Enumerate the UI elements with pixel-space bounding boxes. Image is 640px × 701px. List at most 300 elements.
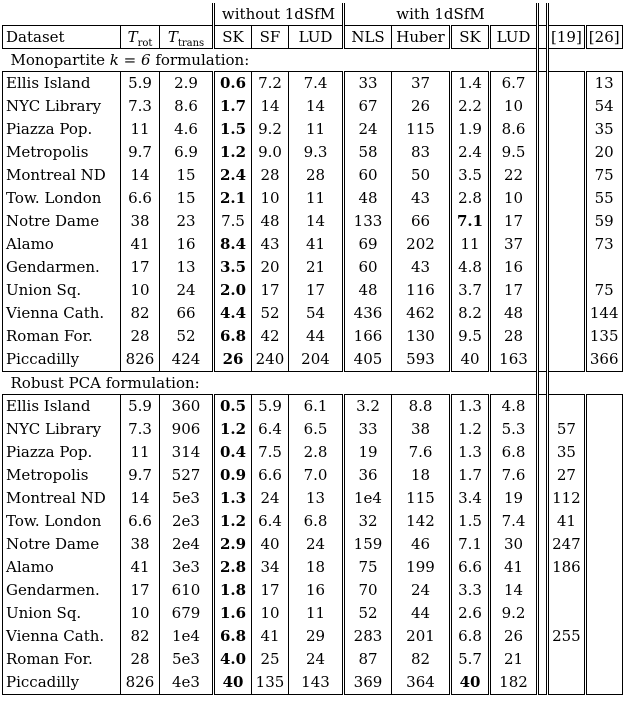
dataset-cell: Alamo	[3, 556, 121, 579]
value-cell-nls: 1e4	[344, 487, 392, 510]
value-cell-nls: 67	[344, 95, 392, 118]
dataset-cell: Union Sq.	[3, 602, 121, 625]
spacer-column	[538, 487, 548, 510]
spacer-column	[538, 625, 548, 648]
value-cell-sf: 10	[252, 602, 289, 625]
dataset-cell: Notre Dame	[3, 210, 121, 233]
value-cell-sk: 3.5	[214, 256, 252, 279]
value-cell-nls: 75	[344, 556, 392, 579]
value-cell-lud: 143	[289, 671, 344, 695]
value-cell-sk: 26	[214, 348, 252, 372]
value-cell-t-rot: 41	[121, 556, 160, 579]
value-cell-ref-19	[548, 210, 586, 233]
value-cell-sk: 1.7	[214, 95, 252, 118]
value-cell-lud-1dsfm: 37	[490, 233, 538, 256]
value-cell-huber: 50	[392, 164, 451, 187]
value-cell-lud: 54	[289, 302, 344, 325]
col-header-nls: NLS	[344, 26, 392, 49]
value-cell-t-rot: 826	[121, 348, 160, 372]
value-cell-ref-19	[548, 395, 586, 419]
value-cell-huber: 462	[392, 302, 451, 325]
value-cell-lud: 28	[289, 164, 344, 187]
value-cell-t-trans: 527	[160, 464, 214, 487]
value-cell-t-trans: 424	[160, 348, 214, 372]
value-cell-lud: 204	[289, 348, 344, 372]
value-cell-huber: 115	[392, 118, 451, 141]
table-row	[3, 418, 623, 441]
spacer-column	[538, 118, 548, 141]
value-cell-sk-1dsfm: 1.3	[451, 441, 490, 464]
value-cell-sk-1dsfm: 2.8	[451, 187, 490, 210]
value-cell-ref-26: 75	[585, 279, 622, 302]
value-cell-sk-1dsfm: 7.1	[451, 533, 490, 556]
value-cell-t-trans: 360	[160, 395, 214, 419]
value-cell-nls: 36	[344, 464, 392, 487]
section-title: Monopartite k = 6 formulation:	[10, 51, 250, 69]
dataset-cell: Metropolis	[3, 141, 121, 164]
value-cell-sf: 25	[252, 648, 289, 671]
spacer-column	[538, 279, 548, 302]
value-cell-ref-26	[585, 464, 622, 487]
dataset-cell: Piccadilly	[3, 671, 121, 695]
value-cell-lud: 24	[289, 648, 344, 671]
value-cell-sk-1dsfm: 9.5	[451, 325, 490, 348]
value-cell-t-trans: 6.9	[160, 141, 214, 164]
col-header-ref-26: [26]	[585, 26, 622, 49]
value-cell-ref-19: 112	[548, 487, 586, 510]
value-cell-sk-1dsfm: 5.7	[451, 648, 490, 671]
value-cell-ref-19: 35	[548, 441, 586, 464]
value-cell-ref-19	[548, 233, 586, 256]
value-cell-ref-19: 57	[548, 418, 586, 441]
value-cell-ref-19	[548, 648, 586, 671]
value-cell-t-trans: 66	[160, 302, 214, 325]
value-cell-t-trans: 2e3	[160, 510, 214, 533]
value-cell-lud: 16	[289, 579, 344, 602]
results-table	[2, 3, 623, 695]
spacer-column	[538, 464, 548, 487]
table-row	[3, 233, 623, 256]
value-cell-huber: 37	[392, 72, 451, 96]
spacer-column	[538, 533, 548, 556]
spacer-column	[538, 556, 548, 579]
value-cell-sk: 2.4	[214, 164, 252, 187]
value-cell-t-rot: 11	[121, 118, 160, 141]
section-title: Robust PCA formulation:	[10, 374, 200, 392]
value-cell-nls: 69	[344, 233, 392, 256]
table-row	[3, 118, 623, 141]
value-cell-ref-26	[585, 487, 622, 510]
value-cell-sf: 48	[252, 210, 289, 233]
table-row	[3, 579, 623, 602]
value-cell-sf: 10	[252, 187, 289, 210]
value-cell-lud: 13	[289, 487, 344, 510]
spacer-column	[538, 602, 548, 625]
value-cell-lud-1dsfm: 9.5	[490, 141, 538, 164]
value-cell-nls: 436	[344, 302, 392, 325]
value-cell-lud-1dsfm: 7.4	[490, 510, 538, 533]
value-cell-lud: 44	[289, 325, 344, 348]
value-cell-sk-1dsfm: 2.4	[451, 141, 490, 164]
value-cell-sk: 1.8	[214, 579, 252, 602]
value-cell-sk-1dsfm: 8.2	[451, 302, 490, 325]
value-cell-ref-26: 54	[585, 95, 622, 118]
value-cell-ref-19	[548, 141, 586, 164]
value-cell-sk: 2.1	[214, 187, 252, 210]
spacer-column	[538, 441, 548, 464]
spacer-column	[538, 3, 548, 26]
value-cell-lud: 11	[289, 602, 344, 625]
value-cell-nls: 24	[344, 118, 392, 141]
value-cell-nls: 58	[344, 141, 392, 164]
value-cell-t-rot: 6.6	[121, 187, 160, 210]
value-cell-t-rot: 14	[121, 164, 160, 187]
value-cell-lud-1dsfm: 6.7	[490, 72, 538, 96]
value-cell-sf: 43	[252, 233, 289, 256]
value-cell-huber: 38	[392, 418, 451, 441]
col-header-sf: SF	[252, 26, 289, 49]
value-cell-ref-19	[548, 256, 586, 279]
value-cell-ref-19	[548, 348, 586, 372]
value-cell-lud: 21	[289, 256, 344, 279]
value-cell-huber: 116	[392, 279, 451, 302]
value-cell-t-trans: 610	[160, 579, 214, 602]
value-cell-sk: 6.8	[214, 625, 252, 648]
group-without-1dsfm: without 1dSfM	[214, 3, 344, 26]
table-row	[3, 279, 623, 302]
value-cell-lud-1dsfm: 8.6	[490, 118, 538, 141]
value-cell-ref-19: 186	[548, 556, 586, 579]
value-cell-huber: 199	[392, 556, 451, 579]
value-cell-t-rot: 14	[121, 487, 160, 510]
value-cell-sk-1dsfm: 11	[451, 233, 490, 256]
value-cell-ref-19: 41	[548, 510, 586, 533]
value-cell-t-trans: 15	[160, 164, 214, 187]
value-cell-sf: 6.6	[252, 464, 289, 487]
dataset-cell: Piazza Pop.	[3, 441, 121, 464]
value-cell-t-rot: 17	[121, 256, 160, 279]
value-cell-lud: 18	[289, 556, 344, 579]
table-row	[3, 602, 623, 625]
value-cell-ref-19	[548, 118, 586, 141]
spacer-column	[538, 72, 548, 96]
value-cell-sk-1dsfm: 1.9	[451, 118, 490, 141]
value-cell-lud: 6.5	[289, 418, 344, 441]
value-cell-t-trans: 24	[160, 279, 214, 302]
dataset-cell: Montreal ND	[3, 164, 121, 187]
value-cell-t-rot: 5.9	[121, 72, 160, 96]
value-cell-ref-26	[585, 648, 622, 671]
value-cell-sk-1dsfm: 1.2	[451, 418, 490, 441]
value-cell-nls: 48	[344, 279, 392, 302]
value-cell-huber: 43	[392, 187, 451, 210]
value-cell-t-rot: 5.9	[121, 395, 160, 419]
value-cell-lud: 2.8	[289, 441, 344, 464]
value-cell-sf: 14	[252, 95, 289, 118]
value-cell-t-rot: 826	[121, 671, 160, 695]
value-cell-sf: 9.0	[252, 141, 289, 164]
value-cell-t-rot: 6.6	[121, 510, 160, 533]
value-cell-lud: 7.4	[289, 72, 344, 96]
value-cell-lud: 11	[289, 187, 344, 210]
value-cell-sk: 0.9	[214, 464, 252, 487]
value-cell-t-trans: 5e3	[160, 648, 214, 671]
value-cell-t-trans: 5e3	[160, 487, 214, 510]
value-cell-ref-19	[548, 279, 586, 302]
spacer-column	[538, 395, 548, 419]
value-cell-sk: 1.3	[214, 487, 252, 510]
table-row	[3, 187, 623, 210]
value-cell-ref-26: 366	[585, 348, 622, 372]
dataset-cell: Union Sq.	[3, 279, 121, 302]
value-cell-lud-1dsfm: 17	[490, 210, 538, 233]
value-cell-nls: 3.2	[344, 395, 392, 419]
value-cell-sf: 7.5	[252, 441, 289, 464]
dataset-cell: Piccadilly	[3, 348, 121, 372]
col-header-ref-19: [19]	[548, 26, 586, 49]
value-cell-sk: 1.2	[214, 510, 252, 533]
value-cell-ref-26: 13	[585, 72, 622, 96]
table-row	[3, 302, 623, 325]
value-cell-ref-26	[585, 671, 622, 695]
value-cell-nls: 405	[344, 348, 392, 372]
value-cell-lud-1dsfm: 22	[490, 164, 538, 187]
value-cell-t-trans: 15	[160, 187, 214, 210]
value-cell-t-rot: 41	[121, 233, 160, 256]
value-cell-nls: 33	[344, 72, 392, 96]
dataset-cell: Montreal ND	[3, 487, 121, 510]
value-cell-lud-1dsfm: 41	[490, 556, 538, 579]
value-cell-sf: 34	[252, 556, 289, 579]
header-group-row	[3, 3, 623, 26]
value-cell-sf: 135	[252, 671, 289, 695]
value-cell-ref-26	[585, 418, 622, 441]
table-row	[3, 648, 623, 671]
value-cell-lud-1dsfm: 10	[490, 95, 538, 118]
value-cell-sf: 28	[252, 164, 289, 187]
value-cell-sk: 1.6	[214, 602, 252, 625]
value-cell-nls: 60	[344, 164, 392, 187]
value-cell-ref-26: 144	[585, 302, 622, 325]
value-cell-ref-19	[548, 187, 586, 210]
table-row	[3, 95, 623, 118]
value-cell-ref-19	[548, 302, 586, 325]
value-cell-t-rot: 9.7	[121, 464, 160, 487]
spacer-column	[538, 233, 548, 256]
value-cell-huber: 593	[392, 348, 451, 372]
value-cell-t-trans: 4e3	[160, 671, 214, 695]
value-cell-nls: 48	[344, 187, 392, 210]
value-cell-sf: 52	[252, 302, 289, 325]
value-cell-sk: 4.0	[214, 648, 252, 671]
value-cell-t-trans: 1e4	[160, 625, 214, 648]
value-cell-ref-19: 27	[548, 464, 586, 487]
col-header-lud-1dsfm: LUD	[490, 26, 538, 49]
value-cell-lud-1dsfm: 6.8	[490, 441, 538, 464]
value-cell-t-trans: 906	[160, 418, 214, 441]
value-cell-lud-1dsfm: 48	[490, 302, 538, 325]
dataset-cell: Alamo	[3, 233, 121, 256]
value-cell-sf: 24	[252, 487, 289, 510]
value-cell-t-trans: 3e3	[160, 556, 214, 579]
table-row	[3, 556, 623, 579]
value-cell-lud-1dsfm: 182	[490, 671, 538, 695]
value-cell-huber: 44	[392, 602, 451, 625]
table-row	[3, 348, 623, 372]
spacer-column	[538, 302, 548, 325]
spacer-column	[538, 164, 548, 187]
value-cell-nls: 52	[344, 602, 392, 625]
value-cell-ref-26: 73	[585, 233, 622, 256]
value-cell-lud: 24	[289, 533, 344, 556]
value-cell-t-rot: 38	[121, 210, 160, 233]
value-cell-lud-1dsfm: 21	[490, 648, 538, 671]
value-cell-lud-1dsfm: 19	[490, 487, 538, 510]
table-row	[3, 395, 623, 419]
value-cell-t-trans: 23	[160, 210, 214, 233]
value-cell-ref-19	[548, 602, 586, 625]
value-cell-nls: 60	[344, 256, 392, 279]
value-cell-t-rot: 7.3	[121, 95, 160, 118]
value-cell-sf: 20	[252, 256, 289, 279]
value-cell-ref-26: 55	[585, 187, 622, 210]
value-cell-huber: 115	[392, 487, 451, 510]
value-cell-ref-26	[585, 395, 622, 419]
value-cell-sf: 240	[252, 348, 289, 372]
table-row	[3, 510, 623, 533]
value-cell-sk-1dsfm: 4.8	[451, 256, 490, 279]
value-cell-ref-26	[585, 510, 622, 533]
value-cell-lud-1dsfm: 7.6	[490, 464, 538, 487]
table-row	[3, 72, 623, 96]
value-cell-ref-26	[585, 579, 622, 602]
value-cell-nls: 19	[344, 441, 392, 464]
value-cell-lud-1dsfm: 4.8	[490, 395, 538, 419]
value-cell-sk-1dsfm: 6.8	[451, 625, 490, 648]
value-cell-sk: 1.2	[214, 141, 252, 164]
value-cell-t-rot: 17	[121, 579, 160, 602]
value-cell-nls: 87	[344, 648, 392, 671]
value-cell-lud: 14	[289, 210, 344, 233]
value-cell-lud: 6.8	[289, 510, 344, 533]
value-cell-sk-1dsfm: 3.5	[451, 164, 490, 187]
value-cell-lud: 9.3	[289, 141, 344, 164]
spacer-column	[538, 325, 548, 348]
col-header-t-rot: $T_{rot}$	[121, 26, 160, 49]
value-cell-lud: 11	[289, 118, 344, 141]
header-column-row	[3, 26, 623, 49]
dataset-cell: NYC Library	[3, 95, 121, 118]
col-header-dataset: Dataset	[3, 26, 121, 49]
value-cell-t-trans: 8.6	[160, 95, 214, 118]
value-cell-sk-1dsfm: 1.4	[451, 72, 490, 96]
group-with-1dsfm: with 1dSfM	[344, 3, 538, 26]
value-cell-sk-1dsfm: 1.5	[451, 510, 490, 533]
value-cell-sk: 0.6	[214, 72, 252, 96]
value-cell-t-trans: 13	[160, 256, 214, 279]
value-cell-t-rot: 10	[121, 602, 160, 625]
dataset-cell: Notre Dame	[3, 533, 121, 556]
dataset-cell: Vienna Cath.	[3, 625, 121, 648]
value-cell-huber: 8.8	[392, 395, 451, 419]
value-cell-ref-19: 247	[548, 533, 586, 556]
dataset-cell: Vienna Cath.	[3, 302, 121, 325]
value-cell-nls: 33	[344, 418, 392, 441]
value-cell-sf: 17	[252, 579, 289, 602]
value-cell-huber: 142	[392, 510, 451, 533]
table-row	[3, 210, 623, 233]
value-cell-ref-19	[548, 164, 586, 187]
value-cell-ref-19: 255	[548, 625, 586, 648]
value-cell-huber: 82	[392, 648, 451, 671]
dataset-cell: Metropolis	[3, 464, 121, 487]
table-row	[3, 256, 623, 279]
value-cell-huber: 18	[392, 464, 451, 487]
value-cell-lud: 6.1	[289, 395, 344, 419]
value-cell-sk: 0.4	[214, 441, 252, 464]
value-cell-huber: 83	[392, 141, 451, 164]
value-cell-t-rot: 9.7	[121, 141, 160, 164]
value-cell-huber: 201	[392, 625, 451, 648]
value-cell-lud-1dsfm: 30	[490, 533, 538, 556]
value-cell-t-rot: 38	[121, 533, 160, 556]
value-cell-ref-26: 75	[585, 164, 622, 187]
value-cell-t-trans: 314	[160, 441, 214, 464]
value-cell-t-trans: 4.6	[160, 118, 214, 141]
value-cell-t-rot: 10	[121, 279, 160, 302]
value-cell-sk-1dsfm: 40	[451, 671, 490, 695]
value-cell-sk-1dsfm: 7.1	[451, 210, 490, 233]
value-cell-nls: 70	[344, 579, 392, 602]
dataset-cell: NYC Library	[3, 418, 121, 441]
col-header-lud: LUD	[289, 26, 344, 49]
spacer-column	[538, 648, 548, 671]
value-cell-huber: 43	[392, 256, 451, 279]
value-cell-nls: 159	[344, 533, 392, 556]
spacer-column	[538, 671, 548, 695]
value-cell-huber: 7.6	[392, 441, 451, 464]
value-cell-huber: 66	[392, 210, 451, 233]
value-cell-ref-19	[548, 579, 586, 602]
value-cell-sk: 2.0	[214, 279, 252, 302]
spacer-column	[538, 210, 548, 233]
value-cell-t-trans: 16	[160, 233, 214, 256]
value-cell-lud-1dsfm: 5.3	[490, 418, 538, 441]
value-cell-t-rot: 11	[121, 441, 160, 464]
value-cell-ref-26	[585, 256, 622, 279]
spacer-column	[538, 348, 548, 372]
value-cell-huber: 26	[392, 95, 451, 118]
value-cell-sk: 1.5	[214, 118, 252, 141]
section-title-row	[3, 372, 623, 395]
value-cell-lud-1dsfm: 17	[490, 279, 538, 302]
value-cell-sf: 5.9	[252, 395, 289, 419]
value-cell-t-trans: 2e4	[160, 533, 214, 556]
col-header-t-trans: $T_{trans}$	[160, 26, 214, 49]
value-cell-lud-1dsfm: 10	[490, 187, 538, 210]
dataset-cell: Ellis Island	[3, 72, 121, 96]
value-cell-sk: 4.4	[214, 302, 252, 325]
value-cell-huber: 130	[392, 325, 451, 348]
value-cell-ref-19	[548, 72, 586, 96]
value-cell-lud-1dsfm: 14	[490, 579, 538, 602]
value-cell-ref-26: 35	[585, 118, 622, 141]
value-cell-t-trans: 2.9	[160, 72, 214, 96]
value-cell-sk-1dsfm: 2.2	[451, 95, 490, 118]
value-cell-t-rot: 7.3	[121, 418, 160, 441]
table-row	[3, 464, 623, 487]
value-cell-t-rot: 82	[121, 302, 160, 325]
